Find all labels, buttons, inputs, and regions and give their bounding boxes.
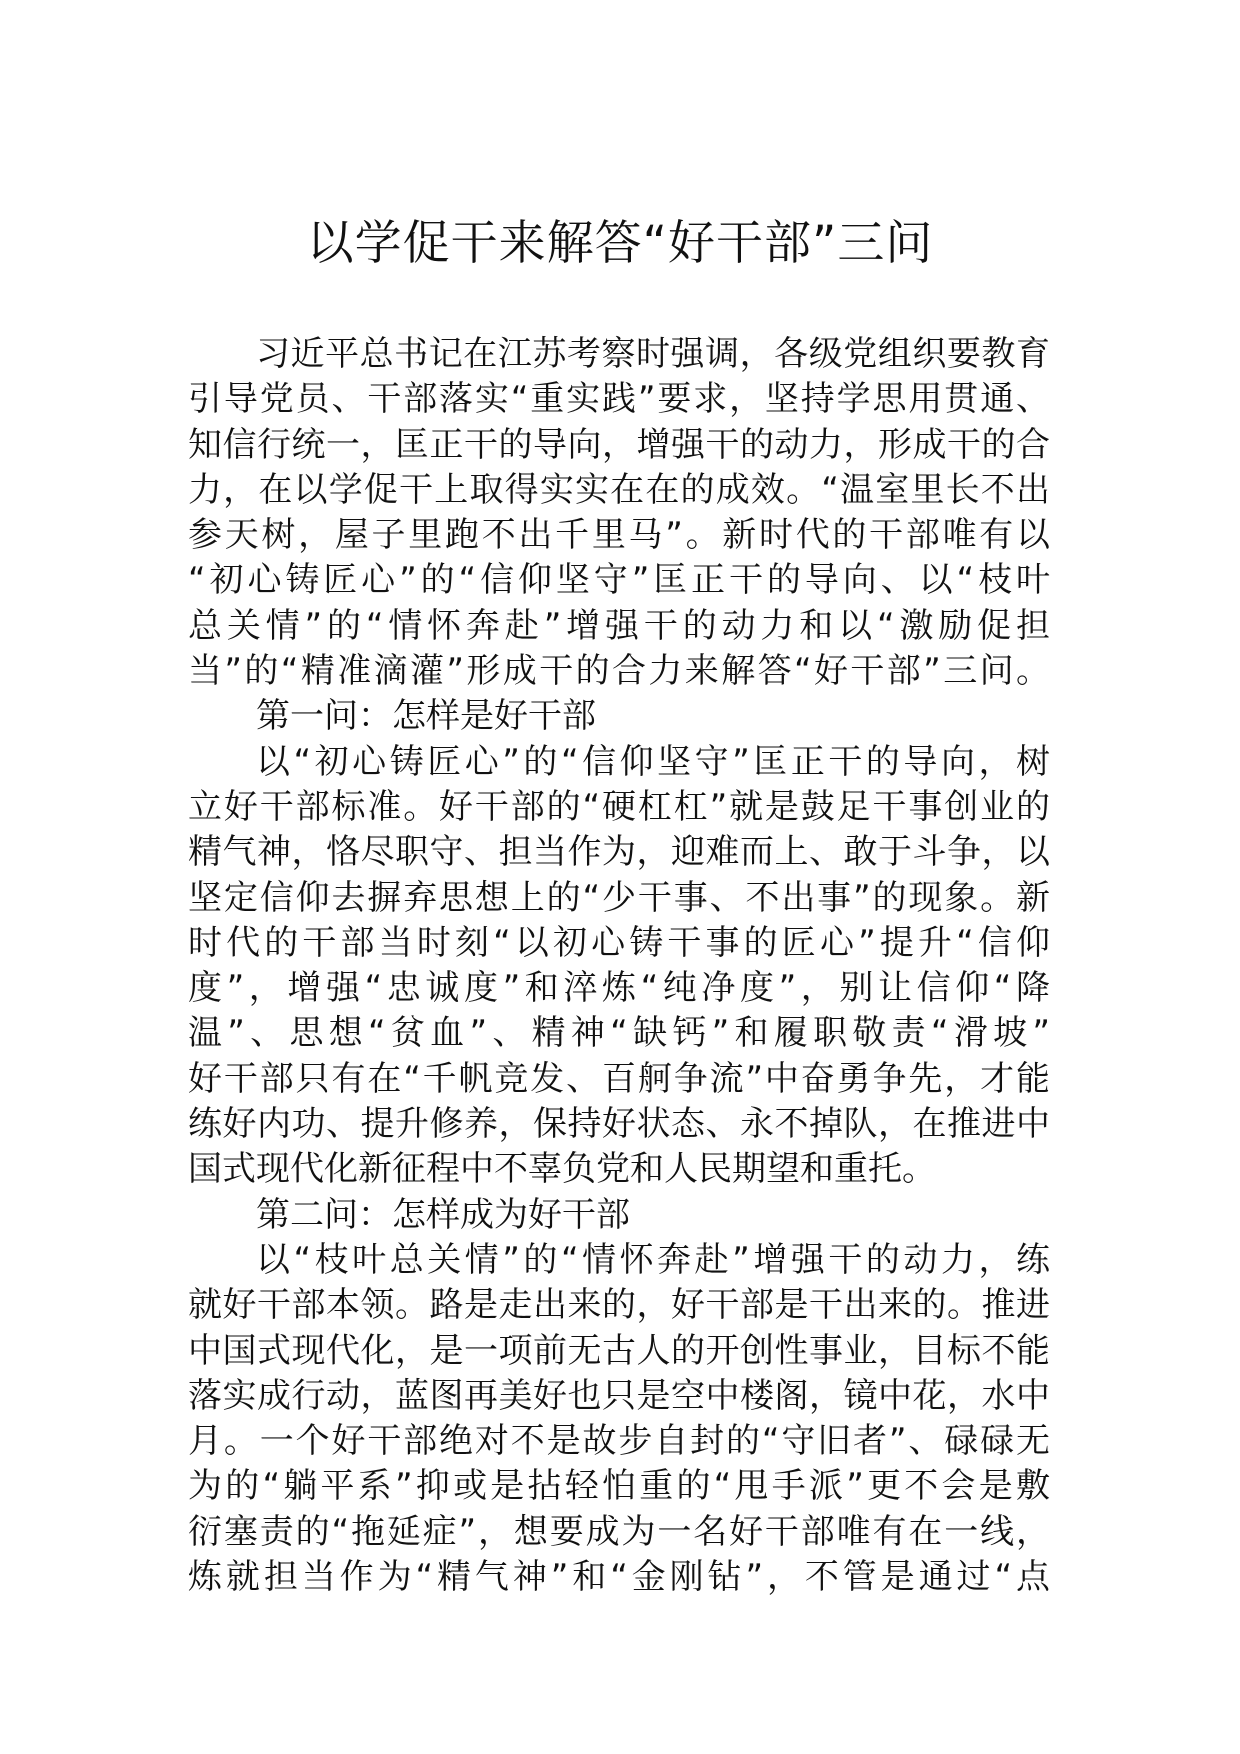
paragraph-line: 精气神，恪尽职守、担当作为，迎难而上、敢于斗争，以 xyxy=(188,832,1050,873)
paragraph-line: 时代的干部当时刻“以初心铸干事的匠心”提升“信仰 xyxy=(188,922,1050,963)
paragraph-line: 引导党员、干部落实“重实践”要求，坚持学思用贯通、 xyxy=(188,379,1050,420)
paragraph-line: 力，在以学促干上取得实实在在的成效。“温室里长不出 xyxy=(188,469,1050,510)
paragraph-line: 国式现代化新征程中不辜负党和人民期望和重托。 xyxy=(188,1149,936,1190)
paragraph-line: 总关情”的“情怀奔赴”增强干的动力和以“激励促担 xyxy=(188,605,1050,646)
paragraph-line: 衍塞责的“拖延症”，想要成为一名好干部唯有在一线， xyxy=(188,1511,1050,1552)
section-heading: 第一问：怎样是好干部 xyxy=(256,696,596,737)
paragraph-line: 练好内功、提升修养，保持好状态、永不掉队，在推进中 xyxy=(188,1104,1050,1145)
paragraph-line: 坚定信仰去摒弃思想上的“少干事、不出事”的现象。新 xyxy=(188,877,1050,918)
paragraph-line: 落实成行动，蓝图再美好也只是空中楼阁，镜中花，水中 xyxy=(188,1375,1050,1416)
paragraph-line: 好干部只有在“千帆竞发、百舸争流”中奋勇争先，才能 xyxy=(188,1058,1050,1099)
paragraph-line: 以“枝叶总关情”的“情怀奔赴”增强干的动力，练 xyxy=(256,1239,1050,1280)
paragraph-line: 度”，增强“忠诚度”和淬炼“纯净度”，别让信仰“降 xyxy=(188,968,1050,1009)
paragraph-line: 炼就担当作为“精气神”和“金刚钻”，不管是通过“点 xyxy=(188,1557,1050,1598)
paragraph-line: 温”、思想“贫血”、精神“缺钙”和履职敬责“滑坡” xyxy=(188,1013,1050,1054)
document-body xyxy=(188,332,1050,1600)
paragraph-line: 习近平总书记在江苏考察时强调，各级党组织要教育 xyxy=(256,334,1050,374)
document-title: 以学促干来解答“好干部”三问 xyxy=(306,216,934,271)
paragraph-line: 参天树，屋子里跑不出千里马”。新时代的干部唯有以 xyxy=(188,515,1050,556)
paragraph-line: 就好干部本领。路是走出来的，好干部是干出来的。推进 xyxy=(188,1285,1050,1326)
paragraph-line: 立好干部标准。好干部的“硬杠杠”就是鼓足干事创业的 xyxy=(188,786,1050,827)
paragraph-line: 以“初心铸匠心”的“信仰坚守”匡正干的导向，树 xyxy=(256,741,1050,782)
paragraph-line: 为的“躺平系”抑或是拈轻怕重的“甩手派”更不会是敷 xyxy=(188,1466,1050,1507)
paragraph-line: 中国式现代化，是一项前无古人的开创性事业，目标不能 xyxy=(188,1330,1050,1371)
paragraph-line: 当”的“精准滴灌”形成干的合力来解答“好干部”三问。 xyxy=(188,651,1050,692)
section-heading: 第二问：怎样成为好干部 xyxy=(256,1194,630,1235)
paragraph-line: 月。一个好干部绝对不是故步自封的“守旧者”、碌碌无 xyxy=(188,1421,1050,1462)
paragraph-line: “初心铸匠心”的“信仰坚守”匡正干的导向、以“枝叶 xyxy=(188,560,1050,601)
paragraph-line: 知信行统一，匡正干的导向，增强干的动力，形成干的合 xyxy=(188,424,1050,465)
